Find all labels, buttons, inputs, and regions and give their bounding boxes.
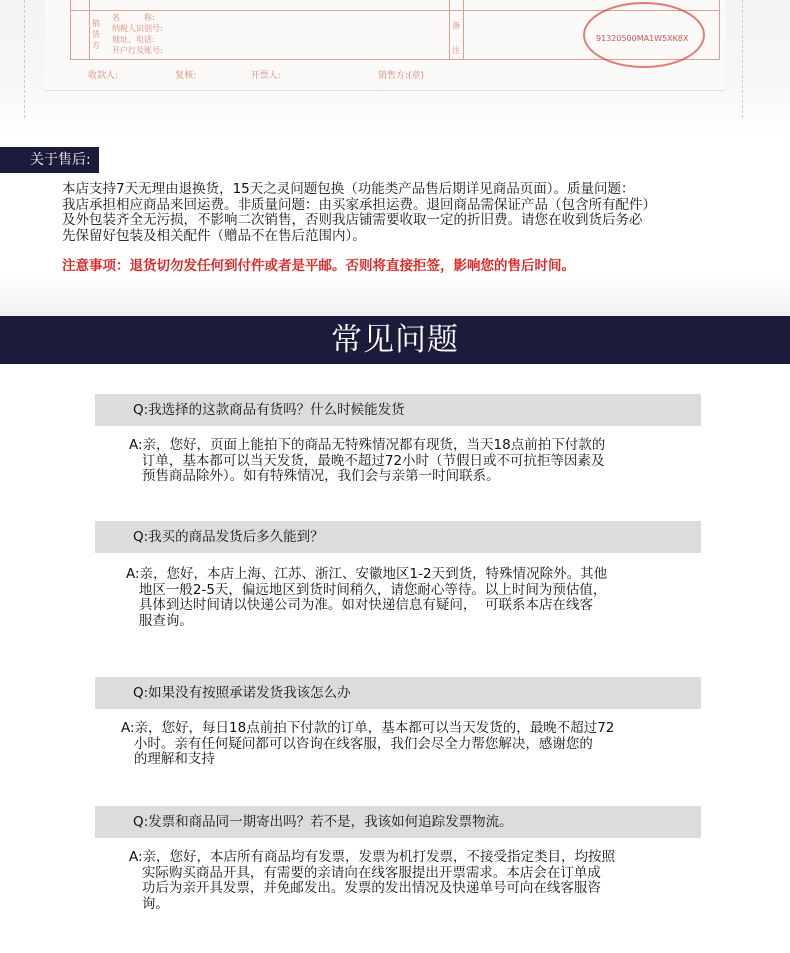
faq-title-banner: 常见问题: [0, 316, 790, 364]
after-sales-notice: 注意事项：退货切勿发任何到付件或者是平邮。否则将直接拒签，影响您的售后时间。: [62, 258, 575, 274]
faq-question-2: Q:我买的商品发货后多久能到？: [95, 521, 701, 553]
after-sales-policy: 本店支持7天无理由退换货，15天之灵问题包换（功能类产品售后期详见商品页面）。质量问题： 我店承担相应商品来回运费。非质量问题：由买家承担运费。退回商品需保证产品（包含所有配件） 及外包装齐全无污损，不影响二次销售，否则我店铺需要收取一定的折旧费。请您在收到货后务必 先保留好包装及相关配件（赠品不在售后范围内）。: [62, 181, 656, 244]
faq-answer-2: A:亲，您好，本店上海、江苏、浙江、安徽地区1-2天到货，特殊情况除外。其他 地区一般2-5天，偏远地区到货时间稍久，请您耐心等待。以上时间为预估值， 具体到达时间请以快递公司为准。如对快递信息有疑问， 可联系本店在线客 服查询。: [126, 566, 608, 629]
perforation-right: [742, 0, 743, 118]
faq-question-4: Q:发票和商品同一期寄出吗？若不是，我该如何追踪发票物流。: [95, 806, 701, 838]
faq-answer-1: A:亲，您好，页面上能拍下的商品无特殊情况都有现货，当天18点前拍下付款的 订单，基本都可以当天发货，最晚不超过72小时（节假日或不可抗拒等因素及 预售商品除外）。如有特殊情况，我们会与亲第一时间联系。: [129, 437, 606, 484]
section-divider: [0, 276, 790, 316]
faq-answer-3: A:亲，您好，每日18点前拍下付款的订单，基本都可以当天发货的，最晚不超过72 小时。亲有任何疑问都可以咨询在线客服，我们会尽全力帮您解决，感谢您的 的理解和支持: [121, 720, 615, 767]
faq-question-3: Q:如果没有按照承诺发货我该怎么办: [95, 677, 701, 709]
remark-label: 备 注: [452, 21, 460, 55]
invoice-signature-row: 收款人: 复核: 开票人: 销售方:(章): [88, 71, 424, 81]
seller-side-label: 销 货 方: [92, 19, 100, 50]
seal-code: 91320500MA1W5XK8X: [596, 34, 689, 43]
invoice-photo: [0, 0, 790, 138]
faq-answer-4: A:亲，您好，本店所有商品均有发票，发票为机打发票，不接受指定类目，均按照 实际购买商品开具，有需要的亲请向在线客服提出开票需求。本店会在订单成 功后为亲开具发票，并免邮发出。发票的发出情况及快递单号可向在线客服咨 询。: [129, 849, 616, 912]
after-sales-heading: 关于售后:: [0, 147, 99, 173]
perforation-left: [24, 0, 25, 118]
faq-question-1: Q:我选择的这款商品有货吗？什么时候能发货: [95, 394, 701, 426]
seller-fields: 名 称: 纳税人识别号: 地址、电话: 开户行及账号:: [112, 13, 163, 55]
